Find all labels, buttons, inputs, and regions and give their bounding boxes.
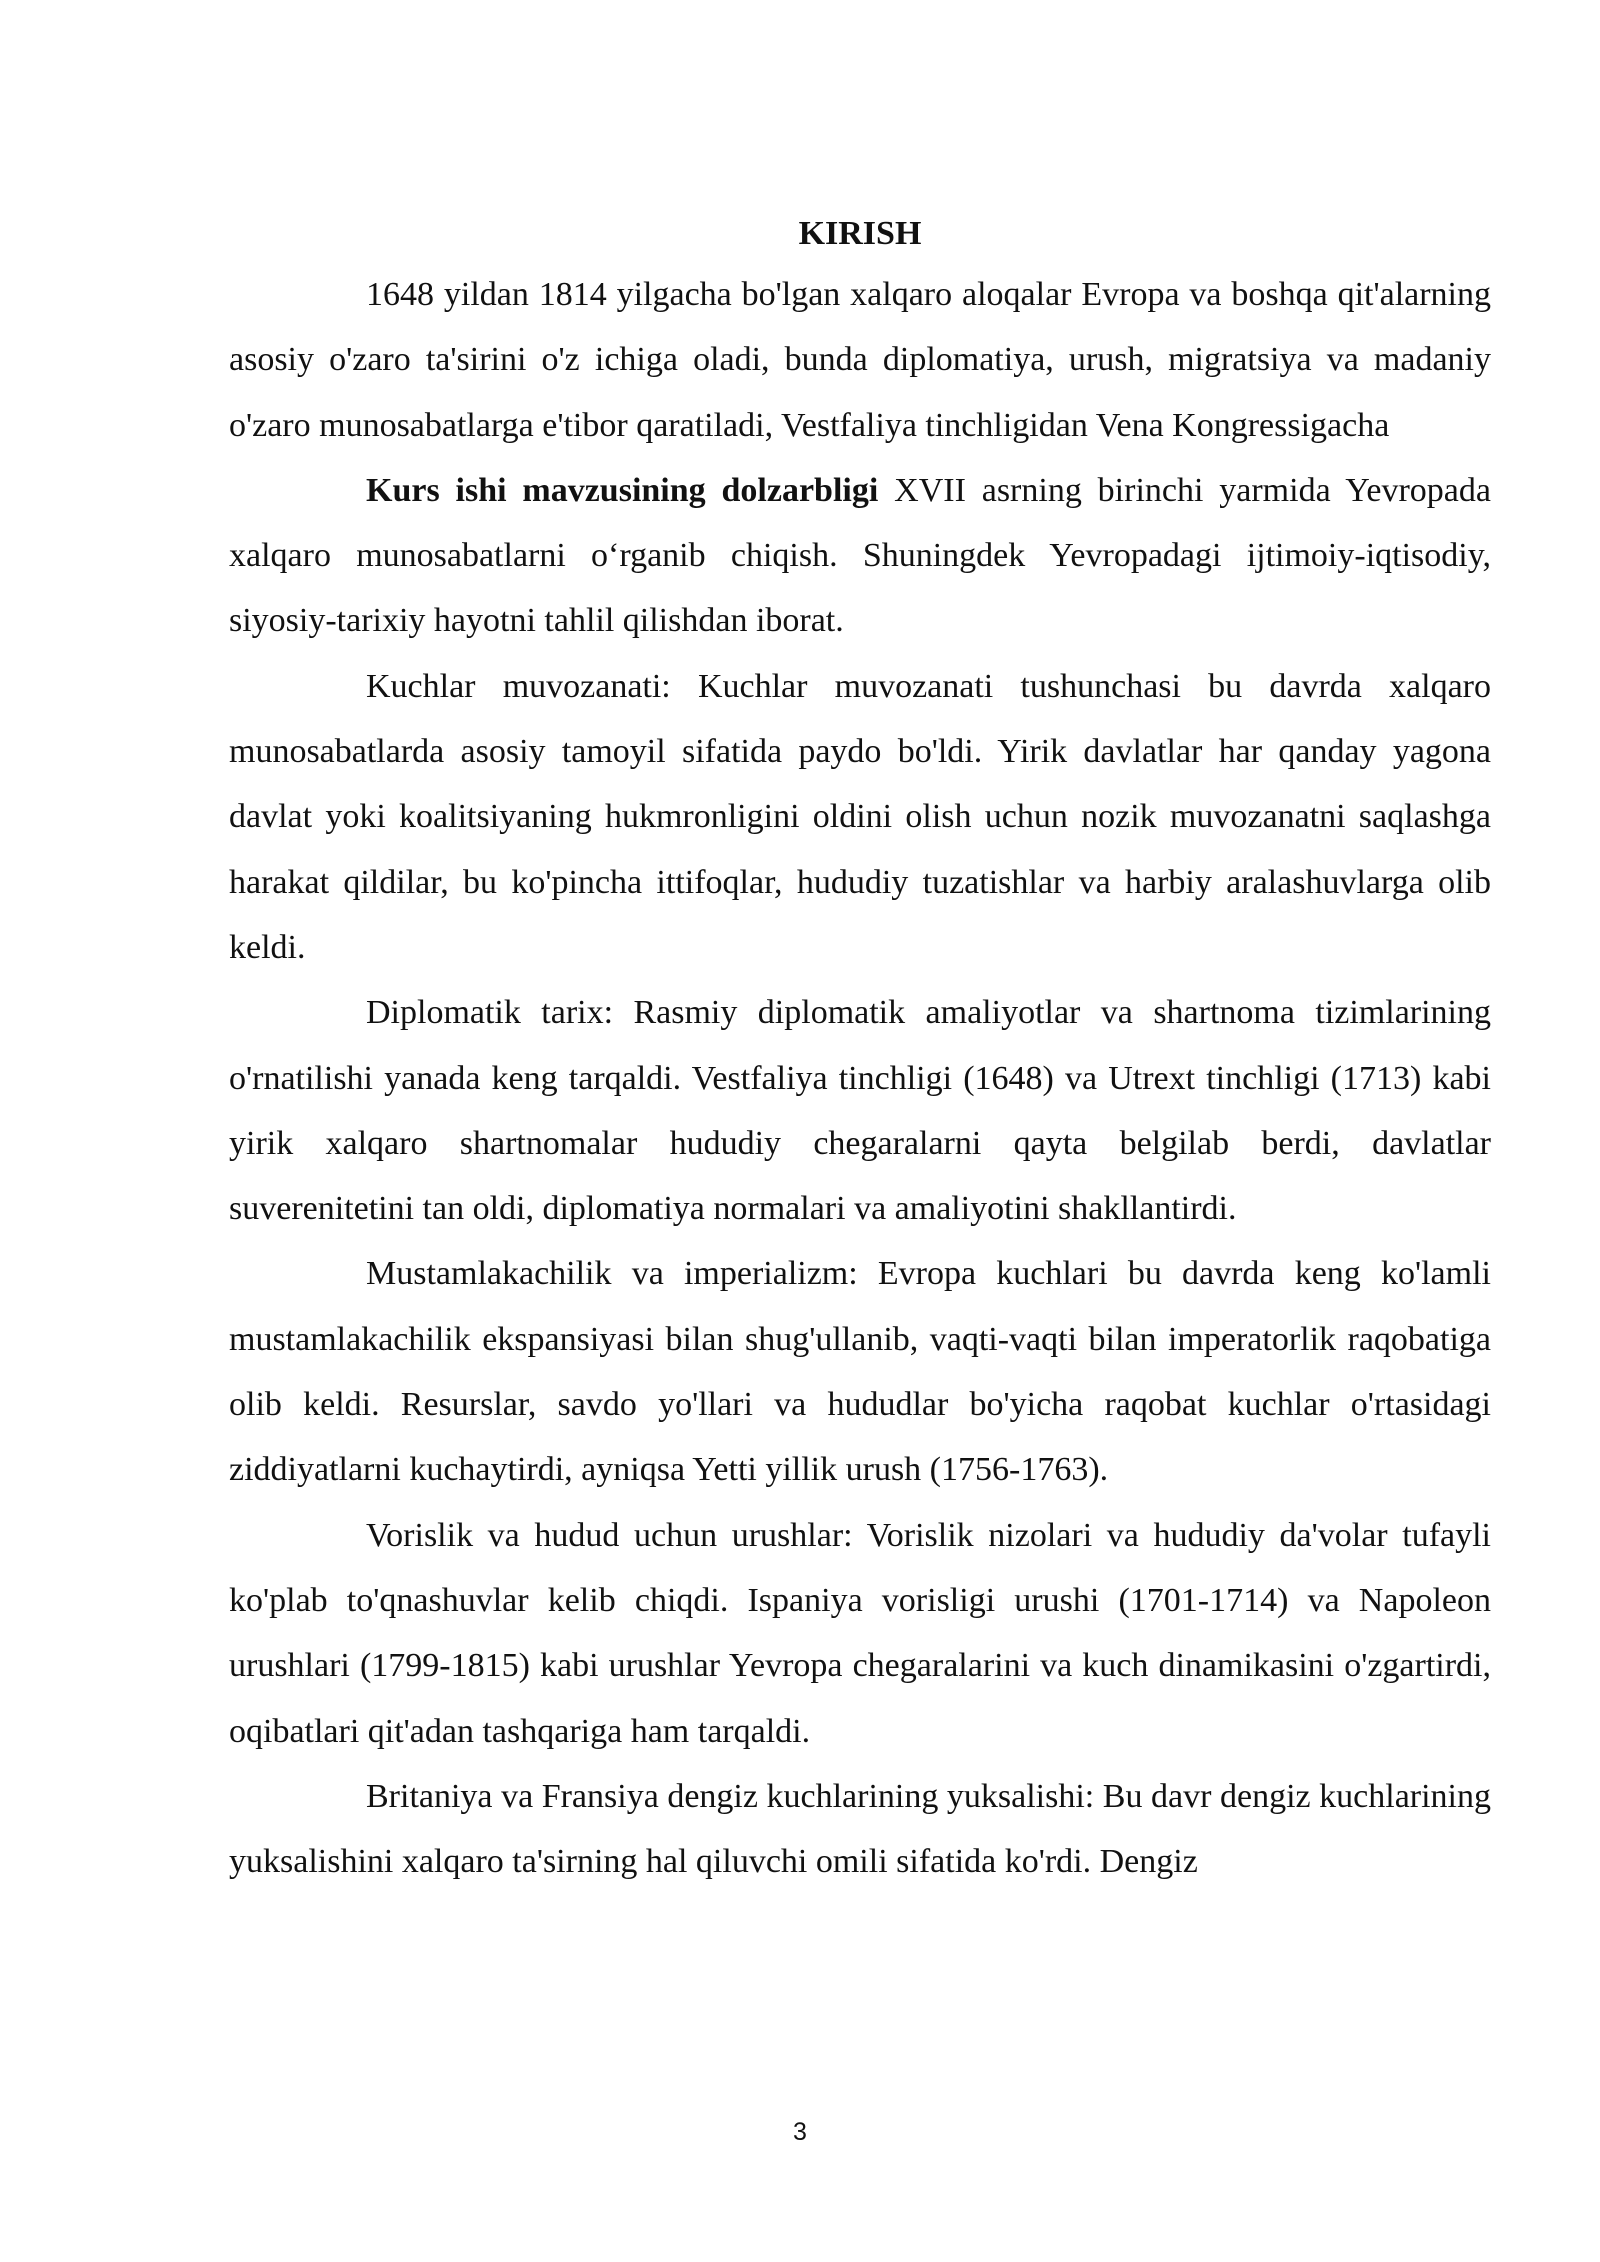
relevance-text: XVII asrning birinchi yarmida Yevropada xalqaro munosabatlarni o‘rganib chiqish. Shuningdek Yevropadagi ijtimoiy-iqtisodiy, siyosiy-tarixiy hayotni tahlil qilishdan iborat. [229, 471, 1491, 640]
section-heading: KIRISH [798, 215, 922, 252]
page-body [229, 212, 1491, 1894]
paragraph-balance-of-power: Kuchlar muvozanati: Kuchlar muvozanati tushunchasi bu davrda xalqaro munosabatlarda asosiy tamoyil sifatida paydo bo'ldi. Yirik davlatlar har qanday yagona davlat yoki koalitsiyaning hukmronligini oldini olish uchun nozik muvozanatni saqlashga harakat qildilar, bu ko'pincha ittifoqlar, hududiy tuzatishlar va harbiy aralashuvlarga olib keldi. [229, 667, 1491, 966]
paragraph-relevance [229, 458, 1491, 654]
page-number: 3 [793, 2118, 807, 2146]
paragraph-naval-powers: Britaniya va Fransiya dengiz kuchlarining yuksalishi: Bu davr dengiz kuchlarining yuksalishini xalqaro ta'sirning hal qiluvchi omili sifatida ko'rdi. Dengiz [229, 1777, 1491, 1881]
paragraph-wars-of-succession: Vorislik va hudud uchun urushlar: Vorislik nizolari va hududiy da'volar tufayli ko'plab to'qnashuvlar kelib chiqdi. Ispaniya vorisligi urushi (1701-1714) va Napoleon urushlari (1799-1815) kabi urushlar Yevropa chegaralarini va kuch dinamikasini o'zgartirdi, oqibatlari qit'adan tashqariga ham tarqaldi. [229, 1516, 1491, 1750]
paragraph-diplomatic-history: Diplomatik tarix: Rasmiy diplomatik amaliyotlar va shartnoma tizimlarining o'rnatilishi yanada keng tarqaldi. Vestfaliya tinchligi (1648) va Utrext tinchligi (1713) kabi yirik xalqaro shartnomalar hududiy chegaralarni qayta belgilab berdi, davlatlar suverenitetini tan oldi, diplomatiya normalari va amaliyotini shakllantirdi. [229, 994, 1491, 1228]
paragraph-colonialism: Mustamlakachilik va imperializm: Evropa kuchlari bu davrda keng ko'lamli mustamlakachilik ekspansiyasi bilan shug'ullanib, vaqti-vaqti bilan imperatorlik raqobatiga olib keldi. Resurslar, savdo yo'llari va hududlar bo'yicha raqobat kuchlar o'rtasidagi ziddiyatlarni kuchaytirdi, ayniqsa Yetti yillik urush (1756-1763). [229, 1255, 1491, 1489]
relevance-label: Kurs ishi mavzusining dolzarbligi [366, 471, 879, 509]
paragraph-intro: 1648 yildan 1814 yilgacha bo'lgan xalqaro aloqalar Evropa va boshqa qit'alarning asosiy o'zaro ta'sirini o'z ichiga oladi, bunda diplomatiya, urush, migratsiya va madaniy o'zaro munosabatlarga e'tibor qaratiladi, Vestfaliya tinchligidan Vena Kongressigacha [229, 276, 1491, 444]
